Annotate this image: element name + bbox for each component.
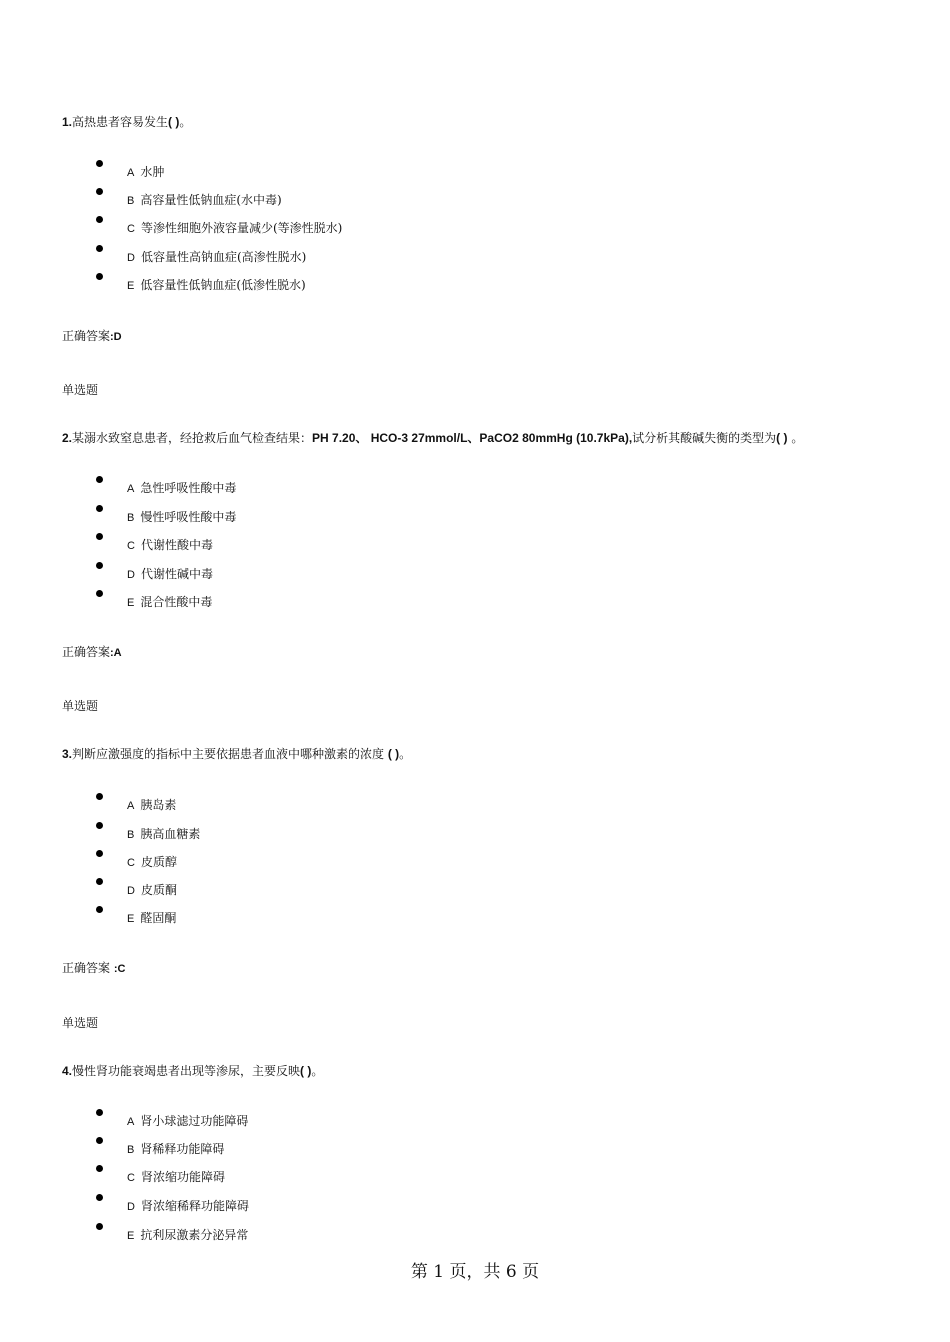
option-label: 低容量性低钠血症(低渗性脱水) xyxy=(140,278,306,292)
option-text xyxy=(127,249,306,266)
correct-answer-label: 正确答案 xyxy=(62,645,111,659)
question-number: 3. xyxy=(62,747,73,761)
option-letter: B xyxy=(127,195,135,207)
option-letter: D xyxy=(127,885,135,897)
answer-option-c[interactable] xyxy=(93,850,793,878)
answer-option-c[interactable] xyxy=(93,216,793,244)
bullet-icon xyxy=(96,590,103,597)
question-text-segment: ( ) xyxy=(300,1064,312,1078)
bullet-icon xyxy=(96,850,103,857)
question-text-segment: 慢性肾功能衰竭患者出现等渗尿，主要反映 xyxy=(72,1064,301,1078)
option-text xyxy=(127,594,212,611)
option-letter: C xyxy=(127,1172,135,1184)
option-label: 肾稀释功能障碍 xyxy=(140,1142,225,1156)
option-text xyxy=(127,826,200,843)
question-text-segment: PH 7.20、 HCO-3 27mmol/L、PaCO2 80mmHg (10.7kPa), xyxy=(312,431,633,445)
correct-answer-value: :C xyxy=(113,963,126,975)
option-label: 醛固酮 xyxy=(140,911,177,925)
bullet-icon xyxy=(96,1137,103,1144)
option-label: 高容量性低钠血症(水中毒) xyxy=(140,193,282,207)
option-letter: A xyxy=(127,1116,135,1128)
bullet-icon xyxy=(96,1194,103,1201)
option-label: 急性呼吸性酸中毒 xyxy=(140,481,237,495)
option-label: 低容量性高钠血症(高渗性脱水) xyxy=(140,250,307,264)
option-text xyxy=(127,910,176,927)
option-text xyxy=(127,537,213,554)
question-text-segment: ( ) xyxy=(776,431,788,445)
option-letter: B xyxy=(127,1144,135,1156)
option-text xyxy=(127,1227,248,1244)
option-letter: E xyxy=(127,280,135,292)
option-letter: E xyxy=(127,597,135,609)
option-letter: C xyxy=(127,223,135,235)
option-text xyxy=(127,509,236,526)
option-label: 肾浓缩稀释功能障碍 xyxy=(140,1199,249,1213)
option-letter: B xyxy=(127,512,135,524)
option-label: 混合性酸中毒 xyxy=(140,595,213,609)
bullet-icon xyxy=(96,562,103,569)
option-text xyxy=(127,882,177,899)
question-stem xyxy=(62,746,411,762)
option-label: 水肿 xyxy=(140,165,165,179)
option-letter: A xyxy=(127,483,135,495)
answer-option-e[interactable] xyxy=(93,906,793,934)
question-text-segment: 试分析其酸碱失衡的类型为 xyxy=(632,431,777,445)
option-text xyxy=(127,566,213,583)
option-letter: B xyxy=(127,829,135,841)
option-text xyxy=(127,1141,224,1158)
question-number: 4. xyxy=(62,1064,73,1078)
correct-answer xyxy=(62,644,122,661)
question-number: 2. xyxy=(62,431,73,445)
option-text xyxy=(127,797,176,814)
option-label: 等渗性细胞外液容量减少(等渗性脱水) xyxy=(140,221,343,235)
answer-option-e[interactable] xyxy=(93,273,793,301)
answer-option-e[interactable] xyxy=(93,1223,793,1251)
question-text-segment: 。 xyxy=(399,747,412,761)
option-letter: E xyxy=(127,913,135,925)
answer-option-b[interactable] xyxy=(93,505,793,533)
bullet-icon xyxy=(96,878,103,885)
answer-option-a[interactable] xyxy=(93,476,793,504)
option-letter: D xyxy=(127,252,135,264)
bullet-icon xyxy=(96,1109,103,1116)
answer-option-d[interactable] xyxy=(93,245,793,273)
question-text-segment: ( ) xyxy=(387,747,400,761)
bullet-icon xyxy=(96,476,103,483)
option-label: 皮质酮 xyxy=(140,883,177,897)
option-label: 胰岛素 xyxy=(140,798,177,812)
option-letter: C xyxy=(127,857,135,869)
option-label: 慢性呼吸性酸中毒 xyxy=(140,510,237,524)
option-letter: D xyxy=(127,1201,135,1213)
answer-option-e[interactable] xyxy=(93,590,793,618)
option-letter: E xyxy=(127,1230,135,1242)
question-text-segment: ( ) xyxy=(168,115,180,129)
page-footer: 第 1 页，共 6 页 xyxy=(410,1262,540,1282)
option-text xyxy=(127,1169,225,1186)
option-text xyxy=(127,192,282,209)
question-text-segment: 。 xyxy=(311,1064,324,1078)
option-label: 抗利尿激素分泌异常 xyxy=(140,1228,249,1242)
option-text xyxy=(127,1113,248,1130)
question-text-segment: 某溺水致窒息患者，经抢救后血气检查结果： xyxy=(72,431,313,445)
answer-option-b[interactable] xyxy=(93,822,793,850)
bullet-icon xyxy=(96,216,103,223)
option-label: 胰高血糖素 xyxy=(140,827,201,841)
option-letter: A xyxy=(127,800,135,812)
bullet-icon xyxy=(96,505,103,512)
question-stem xyxy=(62,1063,323,1079)
bullet-icon xyxy=(96,245,103,252)
question-text-segment: 高热患者容易发生 xyxy=(72,115,169,129)
question-text-segment: 判断应激强度的指标中主要依据患者血液中哪种激素的浓度 xyxy=(72,747,388,761)
option-text xyxy=(127,220,342,237)
option-letter: C xyxy=(127,540,135,552)
answer-option-a[interactable] xyxy=(93,160,793,188)
answer-option-c[interactable] xyxy=(93,1165,793,1193)
option-text xyxy=(127,480,236,497)
correct-answer xyxy=(62,328,122,345)
bullet-icon xyxy=(96,273,103,280)
answer-option-b[interactable] xyxy=(93,188,793,216)
question-stem xyxy=(62,114,191,130)
option-text xyxy=(127,1198,249,1215)
correct-answer-value: :A xyxy=(110,647,122,659)
bullet-icon xyxy=(96,906,103,913)
answer-option-d[interactable] xyxy=(93,878,793,906)
answer-option-d[interactable] xyxy=(93,562,793,590)
correct-answer-value: :D xyxy=(110,331,122,343)
option-text xyxy=(127,277,306,294)
answer-option-b[interactable] xyxy=(93,1137,793,1165)
correct-answer-label: 正确答案 xyxy=(62,329,111,343)
question-type: 单选题 xyxy=(62,383,99,397)
bullet-icon xyxy=(96,533,103,540)
option-letter: D xyxy=(127,569,135,581)
answer-option-a[interactable] xyxy=(93,793,793,821)
option-label: 皮质醇 xyxy=(140,855,177,869)
option-text xyxy=(127,854,177,871)
bullet-icon xyxy=(96,1165,103,1172)
option-letter: A xyxy=(127,167,135,179)
bullet-icon xyxy=(96,160,103,167)
question-text-segment: 。 xyxy=(179,115,192,129)
bullet-icon xyxy=(96,793,103,800)
option-label: 肾小球滤过功能障碍 xyxy=(140,1114,249,1128)
correct-answer-label: 正确答案 xyxy=(62,961,114,975)
option-label: 代谢性碱中毒 xyxy=(140,567,213,581)
bullet-icon xyxy=(96,1223,103,1230)
option-text xyxy=(127,164,164,181)
question-type: 单选题 xyxy=(62,1016,99,1030)
question-type: 单选题 xyxy=(62,699,99,713)
bullet-icon xyxy=(96,822,103,829)
option-label: 代谢性酸中毒 xyxy=(140,538,213,552)
answer-option-d[interactable] xyxy=(93,1194,793,1222)
question-number: 1. xyxy=(62,115,73,129)
question-stem xyxy=(62,430,803,446)
answer-option-a[interactable] xyxy=(93,1109,793,1137)
question-text-segment: 。 xyxy=(787,431,804,445)
bullet-icon xyxy=(96,188,103,195)
correct-answer xyxy=(62,960,125,977)
answer-option-c[interactable] xyxy=(93,533,793,561)
option-label: 肾浓缩功能障碍 xyxy=(140,1170,225,1184)
